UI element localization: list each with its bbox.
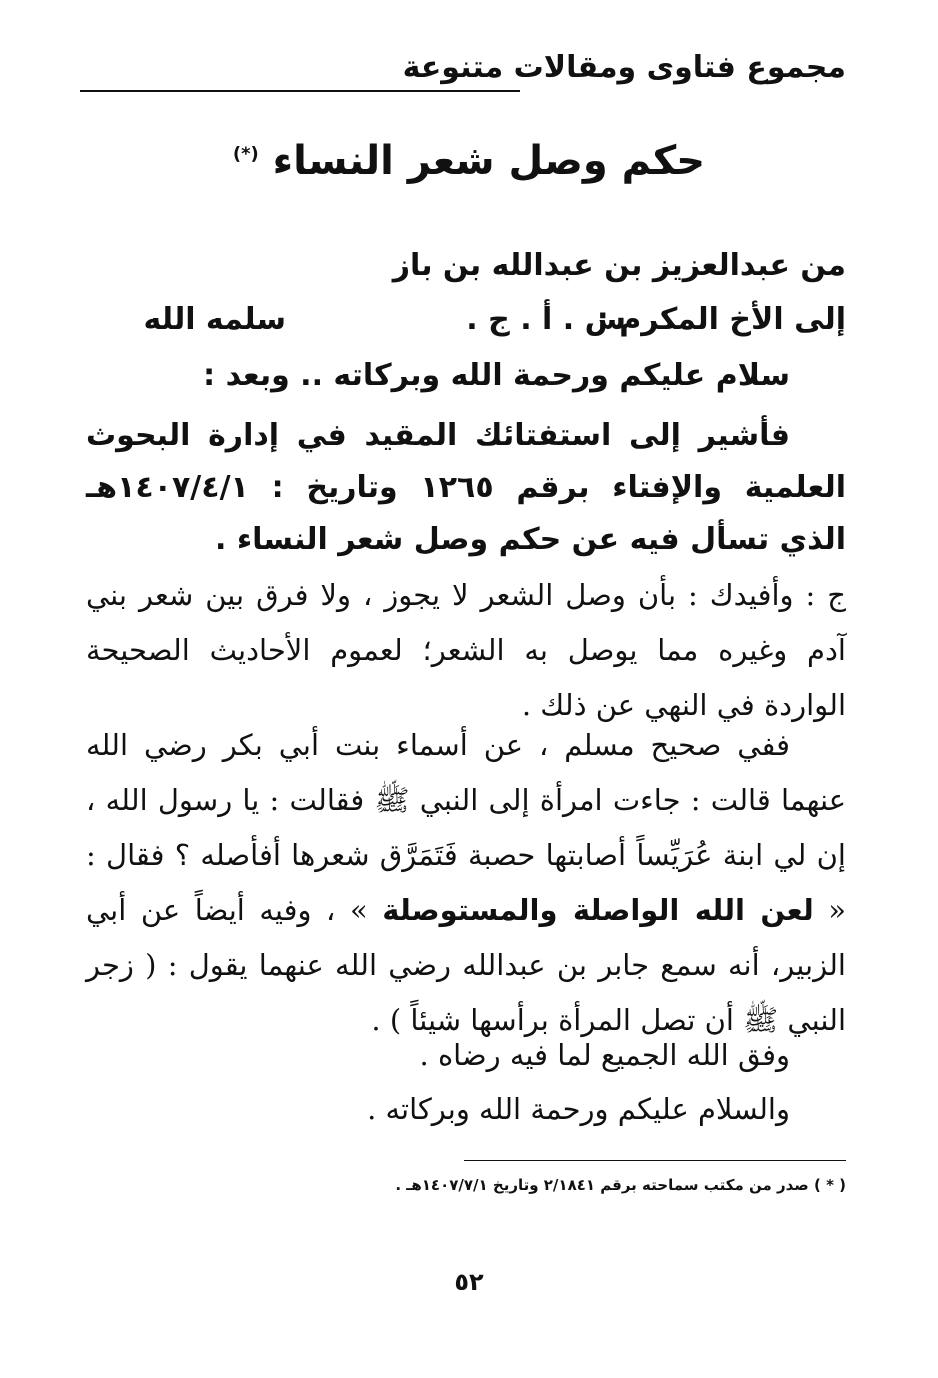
recipient-line [86, 302, 846, 350]
closing-prayer: وفق الله الجميع لما فيه رضاه . [419, 1038, 790, 1072]
title-footnote-marker: (*) [232, 143, 259, 165]
recipient-initials: س . أ . ج . [466, 302, 626, 337]
question-paragraph: فأشير إلى استفتائك المقيد في إدارة البحوث العلمية والإفتاء برقم ١٢٦٥ وتاريخ : ١٤٠٧/٤/١هـ الذي تسأل فيه عن حكم وصل شعر النساء . [86, 418, 846, 557]
hadith-intro: ففي صحيح مسلم ، عن أسماء بنت أبي بكر رضي الله عنهما قالت : جاءت امرأة إلى النبي ﷺ فقالت : يا رسول الله ، إن لي ابنة عُرَيِّساً أصابتها حصبة فَتَمَرَّق شعرها أفأصله ؟ فقال : « [86, 728, 847, 927]
running-header: مجموع فتاوى ومقالات متنوعة [402, 50, 846, 85]
article-title [0, 138, 938, 184]
hadith-quote: لعن الله الواصلة والمستوصلة [382, 893, 814, 927]
page-number: ٥٢ [454, 1268, 484, 1296]
article-title-text: حكم وصل شعر النساء [272, 138, 706, 184]
footnote: ( * ) صدر من مكتب سماحته برقم ٢/١٨٤١ وتاريخ ١٤٠٧/٧/١هـ . [395, 1176, 846, 1194]
closing-salam: والسلام عليكم ورحمة الله وبركاته . [367, 1092, 790, 1126]
header-rule [80, 90, 520, 92]
hadith-paragraph [86, 718, 846, 1048]
from-line: من عبدالعزيز بن عبدالله بن باز [392, 248, 846, 283]
recipient-label: إلى الأخ المكرم : [596, 302, 846, 337]
greeting-line: سلام عليكم ورحمة الله وبركاته .. وبعد : [203, 358, 790, 393]
recipient-salutation: سلمه الله [143, 302, 286, 337]
footnote-rule [464, 1160, 846, 1161]
hadith-rest: » ، وفيه أيضاً عن أبي الزبير، أنه سمع جابر بن عبدالله رضي الله عنهما يقول : ( زجر النبي ﷺ أن تصل المرأة برأسها شيئاً ) . [86, 893, 846, 1037]
answer-paragraph: ج : وأفيدك : بأن وصل الشعر لا يجوز ، ولا فرق بين شعر بني آدم وغيره مما يوصل به الشعر؛ لعموم الأحاديث الصحيحة الواردة في النهي عن ذلك . [86, 578, 846, 722]
